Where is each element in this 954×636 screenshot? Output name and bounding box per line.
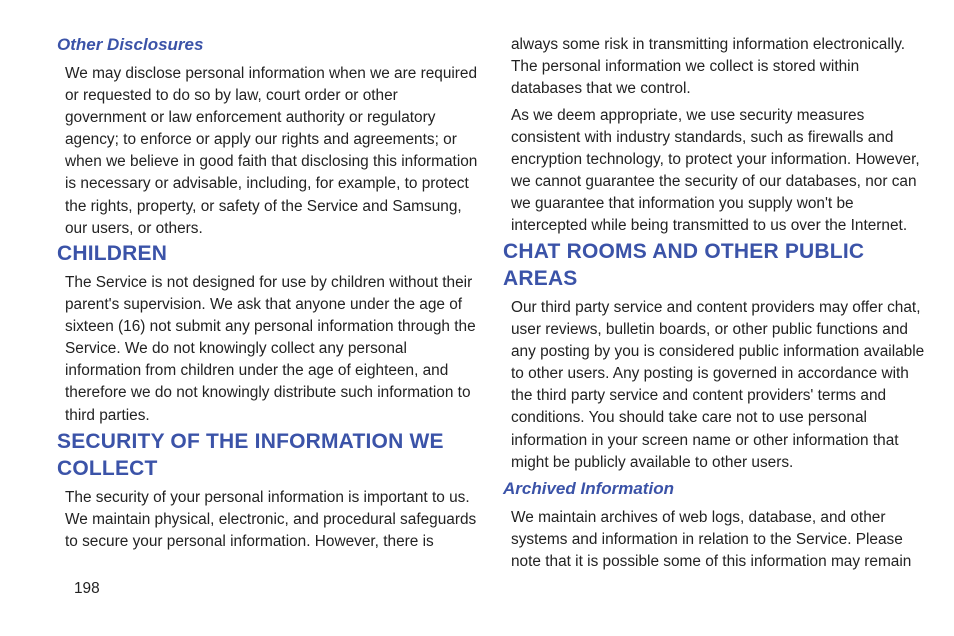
text-line: any posting by you is considered public information available — [511, 343, 925, 361]
heading-security — [57, 428, 444, 482]
text-line: Our third party service and content providers may offer chat, — [511, 299, 921, 316]
text-line: agency; to enforce or apply our rights and agreements; or — [65, 131, 457, 149]
text-line: intercepted while being transmitted to us over the Internet. — [511, 217, 908, 235]
paragraph-other-disclosures — [65, 63, 477, 240]
text-line: we guarantee that information you supply won't be — [511, 195, 854, 213]
heading-other-disclosures: Other Disclosures — [57, 35, 204, 54]
paragraph-chat-rooms — [511, 297, 924, 474]
paragraph-security-continued — [511, 34, 905, 100]
heading-line: CHAT ROOMS AND OTHER PUBLIC — [503, 240, 865, 263]
text-line: might be publicly available to other users. — [511, 453, 794, 471]
paragraph-security-measures — [511, 105, 920, 238]
text-line: sixteen (16) not submit any personal information through the — [65, 318, 476, 336]
text-line: is necessary or advisable, including, for example, to protect — [65, 175, 469, 193]
text-line: conditions. You should take care not to use personal — [511, 409, 867, 427]
text-line: As we deem appropriate, we use security measures — [511, 107, 865, 124]
text-line: The personal information we collect is stored within — [511, 58, 860, 76]
heading-children: CHILDREN — [57, 242, 168, 265]
text-line: databases that we control. — [511, 80, 691, 98]
page-number: 198 — [74, 580, 100, 597]
text-line: The Service is not designed for use by children without their — [65, 274, 473, 291]
text-line: We maintain archives of web logs, database, and other — [511, 509, 886, 526]
text-line: or requested to do so by law, court order or other — [65, 87, 398, 105]
text-line: when we believe in good faith that disclosing this information — [65, 153, 478, 171]
paragraph-children — [65, 272, 476, 427]
text-line: We may disclose personal information when we are required — [65, 65, 478, 82]
text-line: parent's supervision. We ask that anyone under the age of — [65, 296, 463, 314]
text-line: always some risk in transmitting information electronically. — [511, 36, 906, 53]
text-line: the rights, property, or safety of the Service and Samsung, — [65, 197, 462, 215]
text-line: government or law enforcement authority or regulatory — [65, 109, 436, 127]
paragraph-archived-information — [511, 507, 911, 573]
text-line: information from children under the age of eighteen, and — [65, 362, 449, 380]
text-line: The security of your personal information is important to us. — [65, 489, 470, 506]
text-line: consistent with industry standards, such as firewalls and — [511, 129, 894, 147]
text-line: the third party service and content providers' terms and — [511, 387, 887, 405]
text-line: We maintain physical, electronic, and procedural safeguards — [65, 511, 477, 529]
text-line: encryption technology, to protect your information. However, — [511, 151, 920, 169]
heading-chat-rooms — [503, 238, 864, 292]
text-line: to secure your personal information. However, there is — [65, 533, 434, 551]
text-line: user reviews, bulletin boards, or other public functions and — [511, 321, 908, 339]
text-line: we cannot guarantee the security of our databases, nor can — [511, 173, 917, 191]
heading-line: SECURITY OF THE INFORMATION WE — [57, 430, 444, 453]
text-line: to other users. Any posting is governed in accordance with — [511, 365, 909, 383]
text-line: our users, or others. — [65, 219, 203, 237]
heading-line: AREAS — [503, 267, 578, 290]
text-line: third parties. — [65, 406, 150, 424]
heading-line: COLLECT — [57, 457, 158, 480]
text-line: Service. We do not knowingly collect any personal — [65, 340, 407, 358]
text-line: note that it is possible some of this information may remain — [511, 553, 912, 571]
text-line: systems and information in relation to the Service. Please — [511, 531, 903, 549]
text-line: therefore we do not knowingly distribute such information to — [65, 384, 471, 402]
paragraph-security — [65, 487, 476, 553]
text-line: information in your screen name or other information that — [511, 431, 899, 449]
heading-archived-information: Archived Information — [503, 479, 674, 498]
